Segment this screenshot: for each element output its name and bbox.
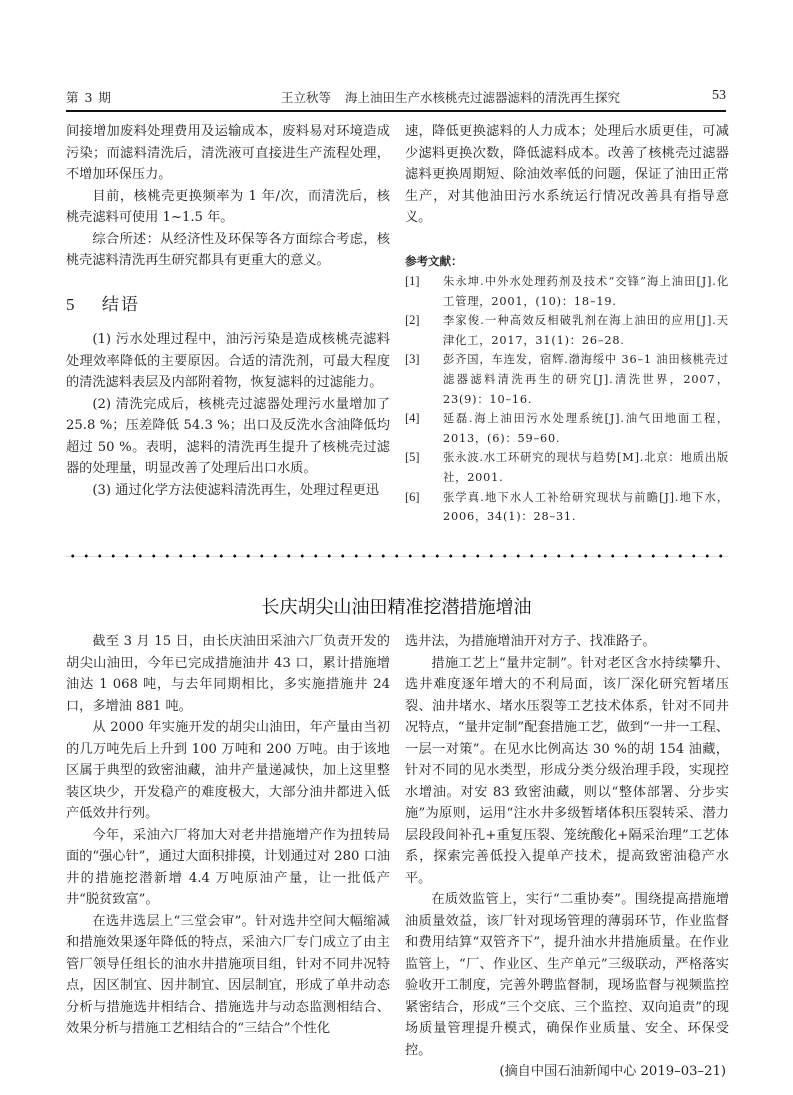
conclusion-body: [66, 329, 390, 501]
reference-item: [405, 409, 729, 448]
reference-item: [405, 448, 729, 487]
reference-text: 张学真.地下水人工补给研究现状与前瞻[J].地下水，2006，34(1)：28–31.: [443, 490, 729, 524]
reference-number: [4]: [405, 411, 420, 426]
page-header: [66, 88, 726, 106]
conclusion-paragraph: (3) 通过化学方法使滤料清洗再生，处理过程更迅: [92, 482, 380, 498]
section-heading: [66, 290, 140, 315]
header-rule: [66, 110, 726, 112]
reference-text: 延磊.海上油田污水处理系统[J].油气田地面工程，2013，(6)：59–60.: [443, 412, 729, 445]
reference-item: [405, 488, 729, 527]
reference-item: [405, 272, 729, 311]
article-paragraph: 措施工艺上“量井定制”。针对老区含水持续攀升、选井难度逐年增大的不利局面，该厂深化研究暂堵压裂、油井堵水、堵水压裂等工艺技术体系，针对不同井况特点，“量井定制”配套措施工艺，做到“一井一工程、一层一对策”。在见水比例高达 30 %的胡 154 油藏，针对不同的见水类型，形成分类分级治理手段，实现控水增油。对安 83 致密油藏，则以“整体部署、分步实施”为原则，运用“注水井多级暂堵体积压裂转采、潜力层段段间补孔+重复压裂、笼统酸化+隔采治理”工艺体系，探索完善低投入提单产技术，提高致密油稳产水平。: [405, 655, 729, 886]
right-column-continuation: [405, 121, 729, 229]
conclusion-paragraph: (1) 污水处理过程中，油污污染是造成核桃壳滤料处理效率降低的主要原因。合适的清洗剂，可最大程度的清洗滤料表层及内部附着物，恢复滤料的过滤能力。: [66, 332, 390, 390]
paragraph: 目前，核桃壳更换频率为 1 年/次，而清洗后，核桃壳滤料可使用 1~1.5 年。: [66, 188, 390, 225]
article-paragraph: 在质效监管上，实行“二重协奏”。围绕提高措施增油质量效益，该厂针对现场管理的薄弱环节，作业监督和费用结算“双管齐下”，提升油水井措施质量。在作业监管上，“厂、作业区、生产单元”三级联动，严格落实验收开工制度，完善外聘监督制，现场监督与视频监控紧密结合，形成“三个交底、三个监控、双向追责”的现场质量管理提升模式，确保作业质量、安全、环保受控。: [405, 892, 729, 1058]
reference-text: 彭齐国，车连发，宿辉.渤海绥中 36–1 油田核桃壳过滤器滤料清洗再生的研究[J].清洗世界，2007，23(9)：10–16.: [443, 353, 729, 406]
reference-number: [6]: [405, 489, 420, 504]
article-paragraph: 在选井选层上“三堂会审”。针对选井空间大幅缩减和措施效果逐年降低的特点，采油六厂专门成立了由主管厂领导任组长的油水井措施项目组，针对不同井况特点，因区制宜、因井制宜、因层制宜，形成了单井动态分析与措施选井相结合、措施选井与动态监测相结合、效果分析与措施工艺相结合的“三结合”个性化: [66, 913, 390, 1036]
reference-number: [1]: [405, 274, 420, 288]
page-number: 53: [712, 88, 726, 103]
issue-number: 第 3 期: [66, 90, 112, 105]
paragraph: 综合所述：从经济性及环保等各方面综合考虑，核桃壳滤料清洗再生研究都具有更重大的意义。: [66, 231, 390, 268]
article-paragraph: 今年，采油六厂将加大对老井措施增产作为扭转局面的“强心针”，通过大面积排摸，计划通过对 280 口油井的措施挖潜新增 4.4 万吨原油产量，让一批低产井“脱贫致富”。: [66, 827, 390, 907]
article-source: (摘自中国石油新闻中心 2019–03–21): [499, 1064, 726, 1079]
running-title: [281, 88, 620, 106]
paragraph: 间接增加废料处理费用及运输成本，废料易对环境造成污染；而滤料清洗后，清洗液可直接进生产流程处理，不增加环保压力。: [66, 124, 390, 182]
reference-number: [3]: [405, 352, 420, 367]
references-list: [405, 272, 729, 527]
left-column-continuation: [66, 121, 390, 272]
section-title: 结语: [101, 295, 140, 315]
article-right-column: [405, 631, 729, 1083]
article-title: 长庆胡尖山油田精准挖潜措施增油: [261, 597, 532, 618]
paragraph: 速，降低更换滤料的人力成本；处理后水质更佳，可减少滤料更换次数，降低滤料成本。改善了核桃壳过滤器滤料更换周期短、除油效率低的问题，保证了油田正常生产，对其他油田污水系统运行情况改善具有指导意义。: [405, 124, 729, 225]
references-title: 参考文献：: [405, 254, 463, 268]
reference-text: 张永波.水工环研究的现状与趋势[M].北京：地质出版社，2001.: [443, 451, 729, 484]
reference-number: [2]: [405, 313, 420, 328]
reference-number: [5]: [405, 450, 420, 465]
article-paragraph: 从 2000 年实施开发的胡尖山油田，年产量由当初的几万吨先后上升到 100 万吨和 200 万吨。由于该地区属于典型的致密油藏，油井产量递减快，加上这里整装区块少，开发稳产的难度极大，大部分油井都进入低产低效井行列。: [66, 720, 390, 821]
reference-item: [405, 311, 729, 350]
article-left-column: [66, 631, 390, 1040]
reference-item: [405, 350, 729, 409]
article-paragraph: 截至 3 月 15 日，由长庆油田采油六厂负责开发的胡尖山油田，今年已完成措施油井 43 口，累计措施增油达 1 068 吨，与去年同期相比，多实施措施井 24 口，多增油 881 吨。: [66, 634, 390, 714]
running-authors: 王立秋等: [281, 90, 332, 105]
reference-text: 朱永坤.中外水处理药剂及技术“交锋”海上油田[J].化工管理，2001，(10)：18–19.: [443, 275, 729, 308]
article-paragraph: 选井法，为措施增油开对方子、找准路子。: [405, 634, 656, 649]
conclusion-paragraph: (2) 清洗完成后，核桃壳过滤器处理污水量增加了 25.8 %；压差降低 54.3 %；出口及反洗水含油降低均超过 50 %。表明，滤料的清洗再生提升了核桃壳过滤器的处理量，明显改善了处理后出口水质。: [66, 396, 390, 476]
section-number: 5: [66, 295, 77, 314]
dotted-divider: [66, 554, 728, 558]
reference-text: 李家俊.一种高效反相破乳剂在海上油田的应用[J].天津化工，2017，31(1)：26–28.: [443, 314, 729, 347]
running-title-text: 海上油田生产水核桃壳过滤器滤料的清洗再生探究: [345, 90, 621, 105]
